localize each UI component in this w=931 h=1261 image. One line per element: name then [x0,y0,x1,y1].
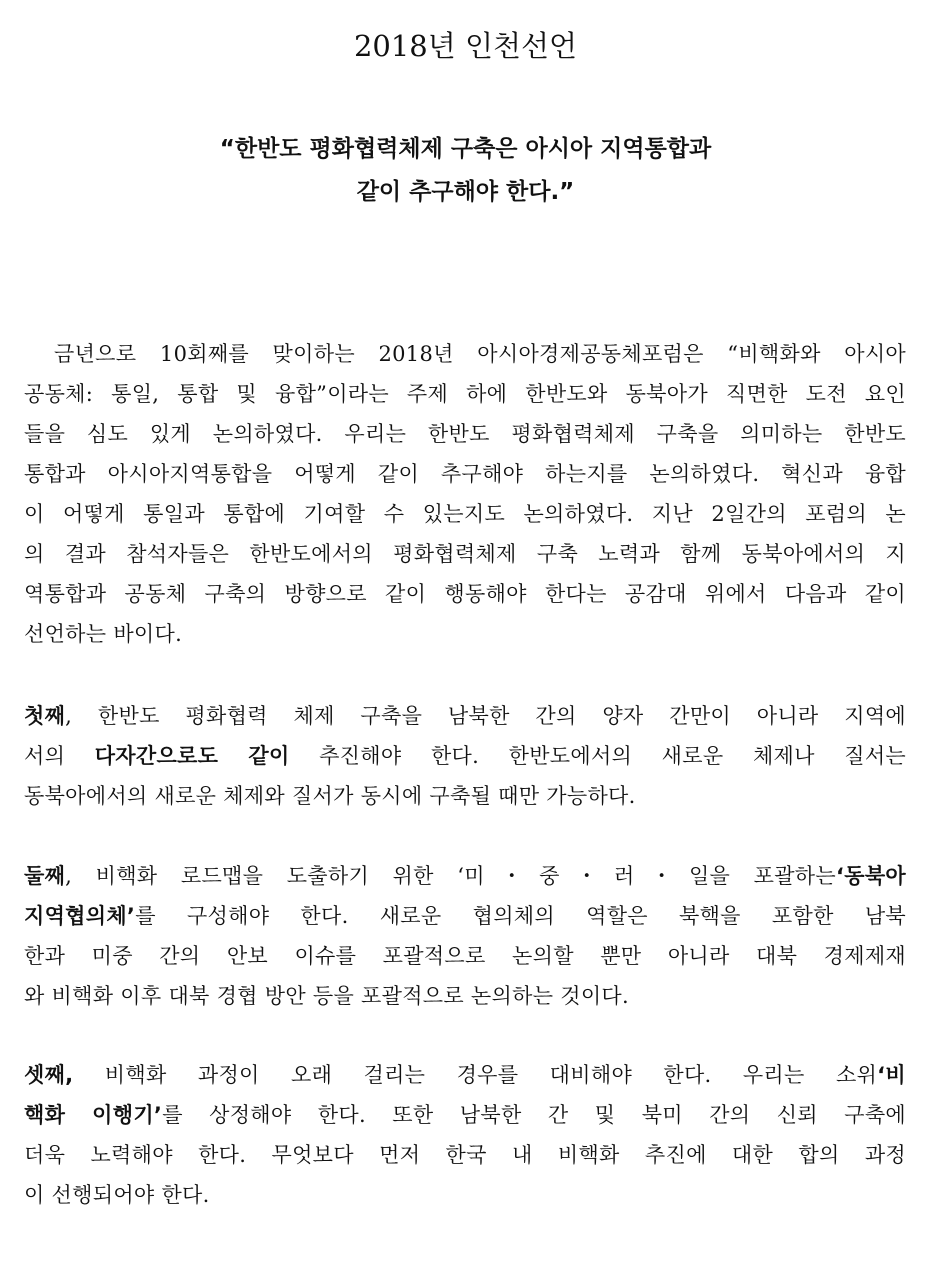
section-first-line-3: 동북아에서의 새로운 체제와 질서가 동시에 구축될 때만 가능하다. [24,784,636,808]
section-first-line-1: 첫째, 한반도 평화협력 체제 구축을 남북한 간의 양자 간만이 아니라 지역에 [24,704,906,728]
section-third-line-3: 더욱 노력해야 한다. 무엇보다 먼저 한국 내 비핵화 추진에 대한 합의 과정 [24,1143,906,1167]
section-third-emphasis-b: 핵화 이행기’ [24,1103,163,1127]
section-third-emphasis-a: ‘비 [877,1063,906,1087]
section-second-emphasis-a: ‘동북아 [835,864,906,888]
document-title: 2018년 인천선언 [353,29,578,63]
section-second-line-1: 둘째, 비핵화 로드맵을 도출하기 위한 ‘미・중・러・일을 포괄하는‘동북아 [24,864,906,888]
subtitle-line-1: “한반도 평화협력체제 구축은 아시아 지역통합과 [219,136,712,162]
section-third-line-2: 핵화 이행기’를 상정해야 한다. 또한 남북한 간 및 북미 간의 신뢰 구축에 [24,1103,906,1127]
section-second-emphasis-b: 지역협의체’ [24,904,136,928]
intro-paragraph [24,334,906,654]
subtitle-line-2: 같이 추구해야 한다.” [356,179,575,205]
intro-line: 통합과 아시아지역통합을 어떻게 같이 추구해야 하는지를 논의하였다. 혁신과 융합 [24,462,906,486]
section-second-line-2: 지역협의체’를 구성해야 한다. 새로운 협의체의 역할은 북핵을 포함한 남북 [24,904,906,928]
intro-line: 의 결과 참석자들은 한반도에서의 평화협력체제 구축 노력과 함께 동북아에서의 지 [24,542,906,566]
section-third-line-4: 이 선행되어야 한다. [24,1183,210,1207]
intro-line: 이 어떻게 통일과 통합에 기여할 수 있는지도 논의하였다. 지난 2일간의 포럼의 논 [24,502,906,526]
section-first-line-2: 서의 다자간으로도 같이 추진해야 한다. 한반도에서의 새로운 체제나 질서는 [24,744,906,768]
section-first [24,696,906,816]
section-third [24,1055,906,1215]
intro-line: 들을 심도 있게 논의하였다. 우리는 한반도 평화협력체제 구축을 의미하는 한반도 [24,422,906,446]
intro-line: 역통합과 공동체 구축의 방향으로 같이 행동해야 한다는 공감대 위에서 다음과 같이 [24,582,906,606]
section-second [24,856,906,1016]
section-second-label: 둘째 [24,864,66,888]
section-second-line-3: 한과 미중 간의 안보 이슈를 포괄적으로 논의할 뿐만 아니라 대북 경제제재 [24,944,906,968]
intro-line: 선언하는 바이다. [24,622,183,646]
section-first-emphasis: 다자간으로도 같이 [94,744,290,768]
intro-line: 공동체: 통일, 통합 및 융합”이라는 주제 하에 한반도와 동북아가 직면한 도전 요인 [24,382,906,406]
intro-line: 금년으로 10회째를 맞이하는 2018년 아시아경제공동체포럼은 “비핵화와 아시아 [54,342,906,366]
section-third-line-1: 셋째, 비핵화 과정이 오래 걸리는 경우를 대비해야 한다. 우리는 소위‘비 [24,1063,906,1087]
section-third-label: 셋째, [24,1063,74,1087]
section-second-line-4: 와 비핵화 이후 대북 경협 방안 등을 포괄적으로 논의하는 것이다. [24,984,629,1008]
section-first-label: 첫째 [24,704,66,728]
subtitle [0,128,931,214]
